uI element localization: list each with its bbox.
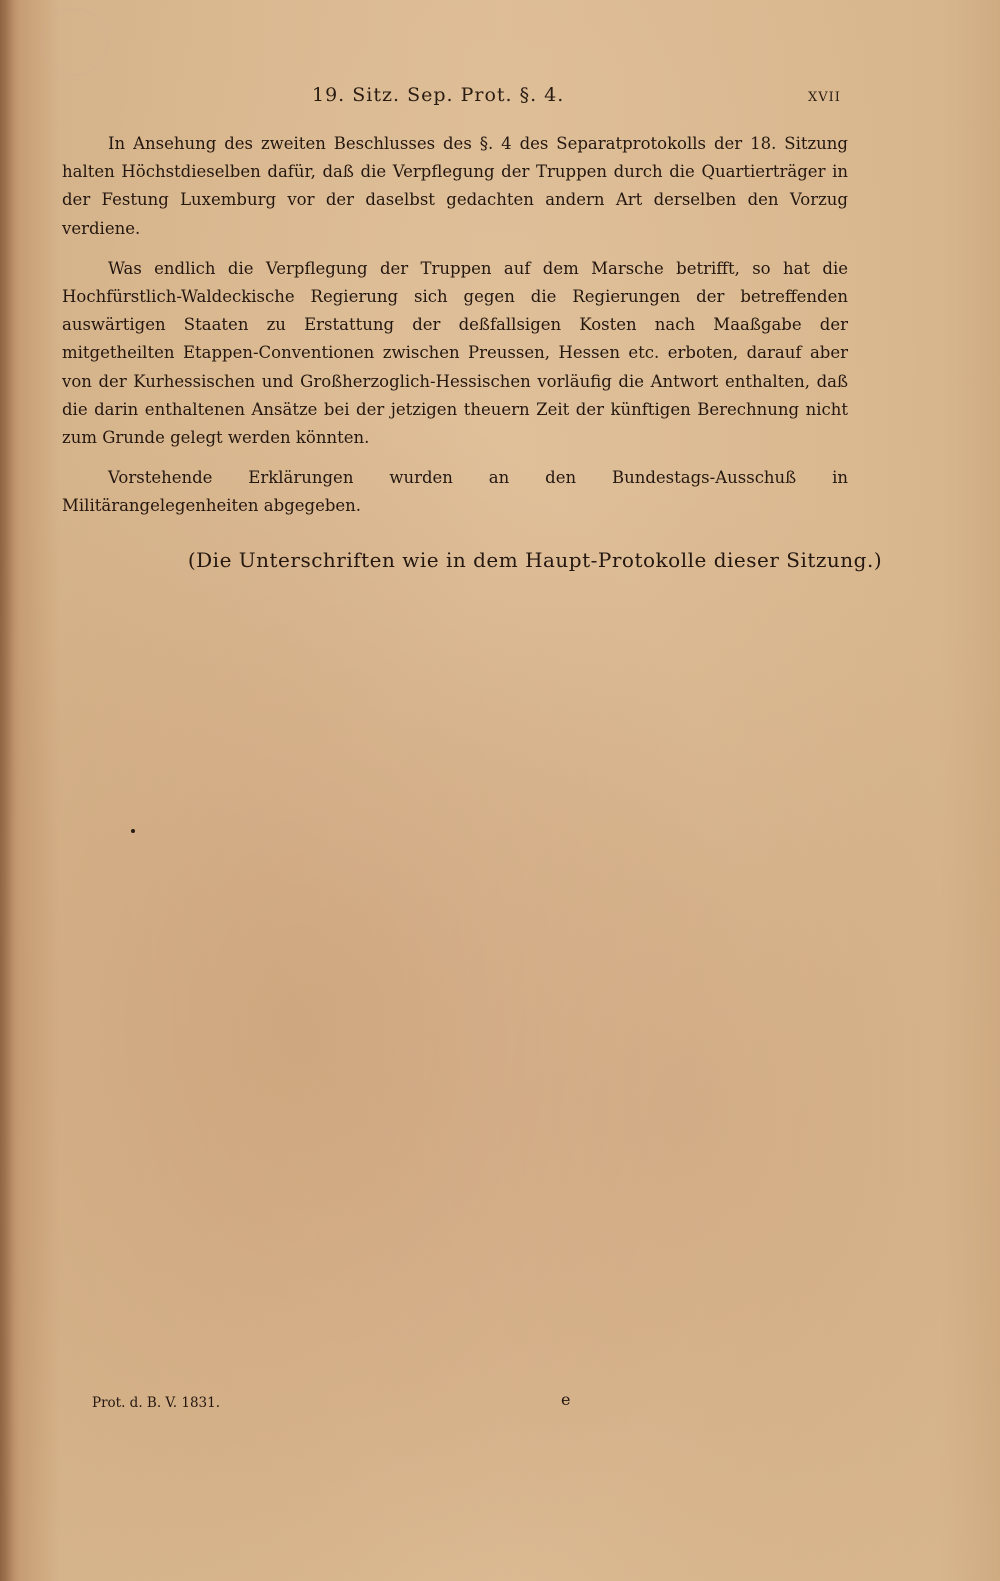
paragraph: Was endlich die Verpflegung der Truppen auf dem Marsche betrifft, so hat die Hochfürstlich-Waldeckische Regierung sich gegen die Regierungen der betreffenden auswärtigen Staaten zu Erstattung der deßfallsigen Kosten nach Maaßgabe der mitgetheilten Etappen-Conventionen zwischen Preussen, Hessen etc. erboten, darauf aber von der Kurhessischen und Großherzoglich-Hessischen vorläufig die Antwort enthalten, daß die darin enthaltenen Ansätze bei der jetzigen theuern Zeit der künftigen Berechnung nicht zum Grunde gelegt werden könnten.	[62, 258, 848, 448]
header-title: 19. Sitz. Sep. Prot. §. 4.	[312, 84, 565, 106]
page-binding-shadow	[0, 0, 14, 1581]
signature-note: (Die Unterschriften wie in dem Haupt-Protokolle dieser Sitzung.)	[187, 548, 883, 572]
page-number: XVII	[808, 90, 841, 105]
body-text	[62, 130, 848, 533]
paragraph: Vorstehende Erklärungen wurden an den Bundestags-Ausschuß in Militärangelegenheiten abgegeben.	[62, 468, 848, 516]
footer-imprint: Prot. d. B. V. 1831.	[92, 1395, 221, 1411]
ink-dot	[131, 829, 135, 833]
signature-mark: e	[561, 1390, 571, 1409]
library-stamp	[40, 8, 108, 76]
paragraph: In Ansehung des zweiten Beschlusses des §. 4 des Separatprotokolls der 18. Sitzung halten Höchstdieselben dafür, daß die Verpflegung der Truppen durch die Quartierträger in der Festung Luxemburg vor der daselbst gedachten andern Art derselben den Vorzug verdiene.	[62, 134, 848, 238]
running-header	[0, 84, 1000, 118]
